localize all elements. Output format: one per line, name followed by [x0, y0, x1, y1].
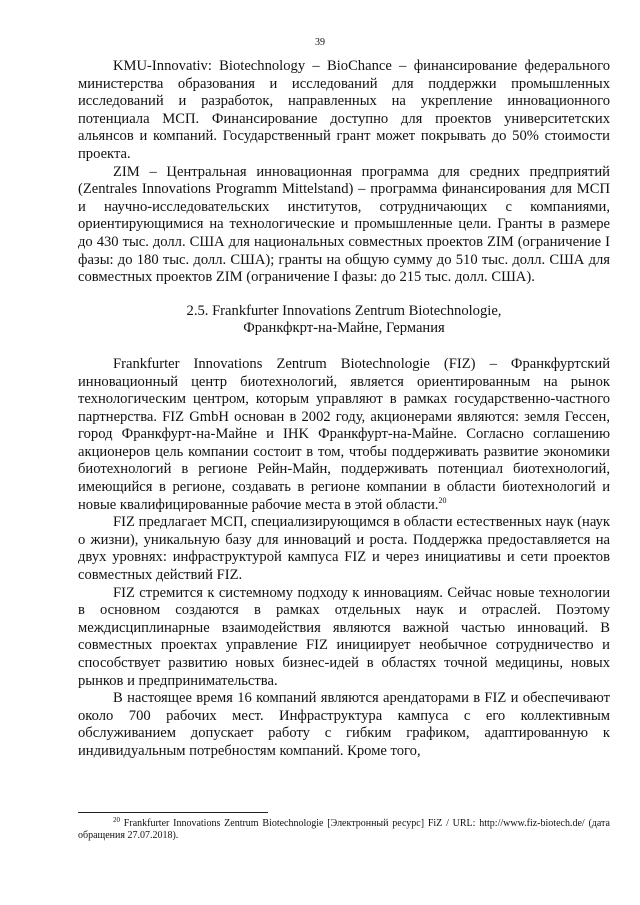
- section-heading-line-1: 2.5. Frankfurter Innovations Zentrum Biotechnologie,: [186, 302, 502, 319]
- page-body: [78, 58, 610, 761]
- footnote-reference[interactable]: 20: [438, 495, 447, 505]
- footnote-number: 20: [113, 816, 120, 824]
- paragraph-fiz-tenants: В настоящее время 16 компаний являются арендаторами в FIZ и обеспечивают около 700 рабочих мест. Инфраструктура кампуса с его коллективным обслуживанием допускает работу с гибким графиком, адаптированную к индивидуальным потребностям компаний. Кроме того,: [78, 690, 610, 759]
- paragraph-fiz-approach: FIZ стремится к системному подходу к инновациям. Сейчас новые технологии в основном создаются в рамках отдельных наук и отраслей. Поэтому междисциплинарные взаимодействия являются важной частью инноваций. В совместных проектах управление FIZ инициирует необычное сотрудничество и способствует развитию новых бизнес-идей в областях точной медицины, новых рынков и предпринимательства.: [78, 584, 610, 689]
- footnote-text: Frankfurter Innovations Zentrum Biotechnologie [Электронный ресурс] FiZ / URL: http://www.fiz-biotech.de/ (дата обращения 27.07.2018).: [78, 818, 610, 842]
- paragraph-kmu-innovativ: KMU-Innovativ: Biotechnology – BioChance – финансирование федерального министерства образования и исследований для поддержки промышленных исследований и разработок, направленных на укрепление инновационного потенциала МСП. Финансирование доступно для проектов университетских альянсов и компаний. Государственный грант может покрывать до 50% стоимости проекта.: [78, 58, 610, 162]
- page-number: 39: [315, 37, 325, 48]
- paragraph-fiz-intro-text: Frankfurter Innovations Zentrum Biotechnologie (FIZ) – Франкфуртский инновационный центр биотехнологий, является ориентированным на рынок технологическим центром, которым управляют в рамках государственно-частного партнерства. FIZ GmbH основан в 2002 году, акционерами являются: земля Гессен, город Франкфурт-на-Майне и IHK Франкфурт-на-Майне. Согласно соглашению акционеров цель компании состоит в том, чтобы поддерживать развитие экономики биотехнологий в регионе Рейн-Майн, поддерживать потенциал биотехнологий, имеющийся в регионе, создавать в регионе компании в области биотехнологий и новые квалифицированные рабочие места в этой области.: [78, 355, 610, 513]
- footnote-divider: [78, 812, 268, 813]
- paragraph-fiz-intro: [78, 356, 610, 514]
- section-heading: [78, 303, 610, 338]
- paragraph-zim: ZIM – Центральная инновационная программа для средних предприятий (Zentrales Innovations Programm Mittelstand) – программа финансирования для МСП и научно-исследовательских институтов, сотрудничающих с компаниями, ориентирующимися на технологические и промышленные цели. Гранты в размере до 430 тыс. долл. США для национальных совместных проектов ZIM (ограничение I фазы: до 180 тыс. долл. США); гранты на общую сумму до 510 тыс. долл. США для совместных проектов ZIM (ограничение I фазы: до 215 тыс. долл. США).: [78, 163, 610, 286]
- footnote: [78, 818, 610, 843]
- paragraph-fiz-offer: FIZ предлагает МСП, специализирующимся в области естественных наук (наук о жизни), уникальную базу для инноваций и роста. Поддержка предоставляется на двух уровнях: инфраструктурой кампуса FIZ и через инициативы и сети проектов совместных действий FIZ.: [78, 514, 610, 584]
- section-heading-line-2: Франкфкрт-на-Майне, Германия: [243, 320, 445, 337]
